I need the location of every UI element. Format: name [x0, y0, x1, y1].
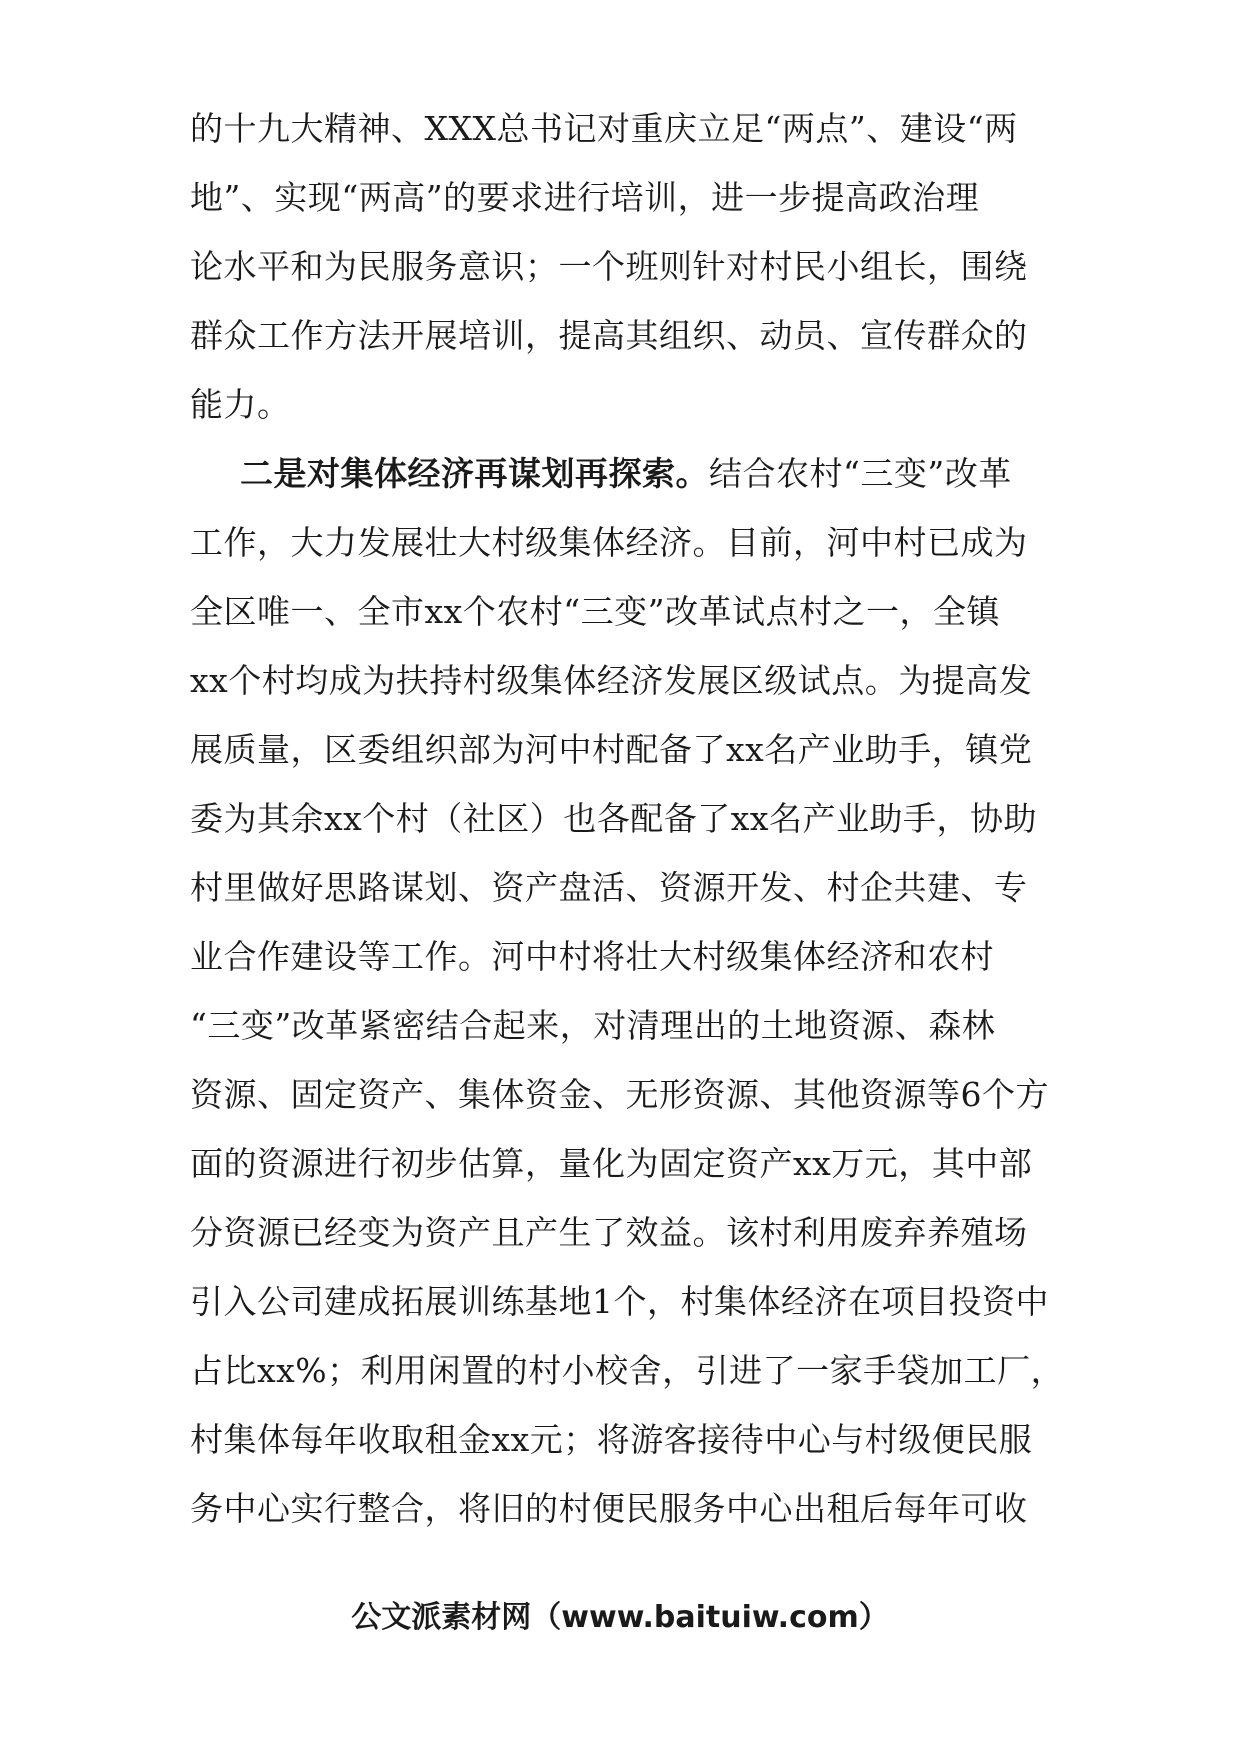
text-line: 引入公司建成拓展训练基地1个，村集体经济在项目投资中 [190, 1282, 1049, 1321]
text-line: 群众工作方法开展培训，提高其组织、动员、宣传群众的 [190, 316, 1028, 355]
text-line: 论水平和为民服务意识；一个班则针对村民小组长，围绕 [190, 247, 1028, 286]
text-line: 资源、固定资产、集体资金、无形资源、其他资源等6个方 [190, 1075, 1049, 1114]
text-line: xx个村均成为扶持村级集体经济发展区级试点。为提高发 [190, 661, 1033, 700]
text-line: 占比xx%；利用闲置的村小校舍，引进了一家手袋加工厂， [190, 1351, 1065, 1390]
footer-source: 公文派素材网（www.baituiw.com） [351, 1600, 889, 1635]
paragraph-heading: 二是对集体经济再谋划再探索。 [240, 454, 709, 493]
document-body [190, 94, 1065, 1543]
text-line: 村集体每年收取租金xx元；将游客接待中心与村级便民服 [190, 1420, 1033, 1459]
text-line: 务中心实行整合，将旧的村便民服务中心出租后每年可收 [190, 1489, 1028, 1528]
text-line: 面的资源进行初步估算，量化为固定资产xx万元，其中部 [190, 1144, 1033, 1183]
text-line: 全区唯一、全市xx个农村“三变”改革试点村之一，全镇 [190, 592, 1000, 631]
text-line: 工作，大力发展壮大村级集体经济。目前，河中村已成为 [190, 523, 1028, 562]
text-line: 地”、实现“两高”的要求进行培训，进一步提高政治理 [190, 178, 980, 217]
text-line: 能力。 [190, 385, 291, 424]
text-line: 村里做好思路谋划、资产盘活、资源开发、村企共建、专 [190, 868, 1028, 907]
text-line: 分资源已经变为资产且产生了效益。该村利用废弃养殖场 [190, 1213, 1028, 1252]
paragraph-text: 结合农村“三变”改革 [709, 454, 1012, 493]
text-line: 展质量，区委组织部为河中村配备了xx名产业助手，镇党 [190, 730, 1033, 769]
text-line: “三变”改革紧密结合起来，对清理出的土地资源、森林 [190, 1006, 996, 1045]
text-line: 业合作建设等工作。河中村将壮大村级集体经济和农村 [190, 937, 994, 976]
text-line: 委为其余xx个村（社区）也各配备了xx名产业助手，协助 [190, 799, 1037, 838]
text-line: 的十九大精神、XXX总书记对重庆立足“两点”、建设“两 [190, 109, 1018, 148]
paragraph-first-line [190, 439, 1050, 508]
